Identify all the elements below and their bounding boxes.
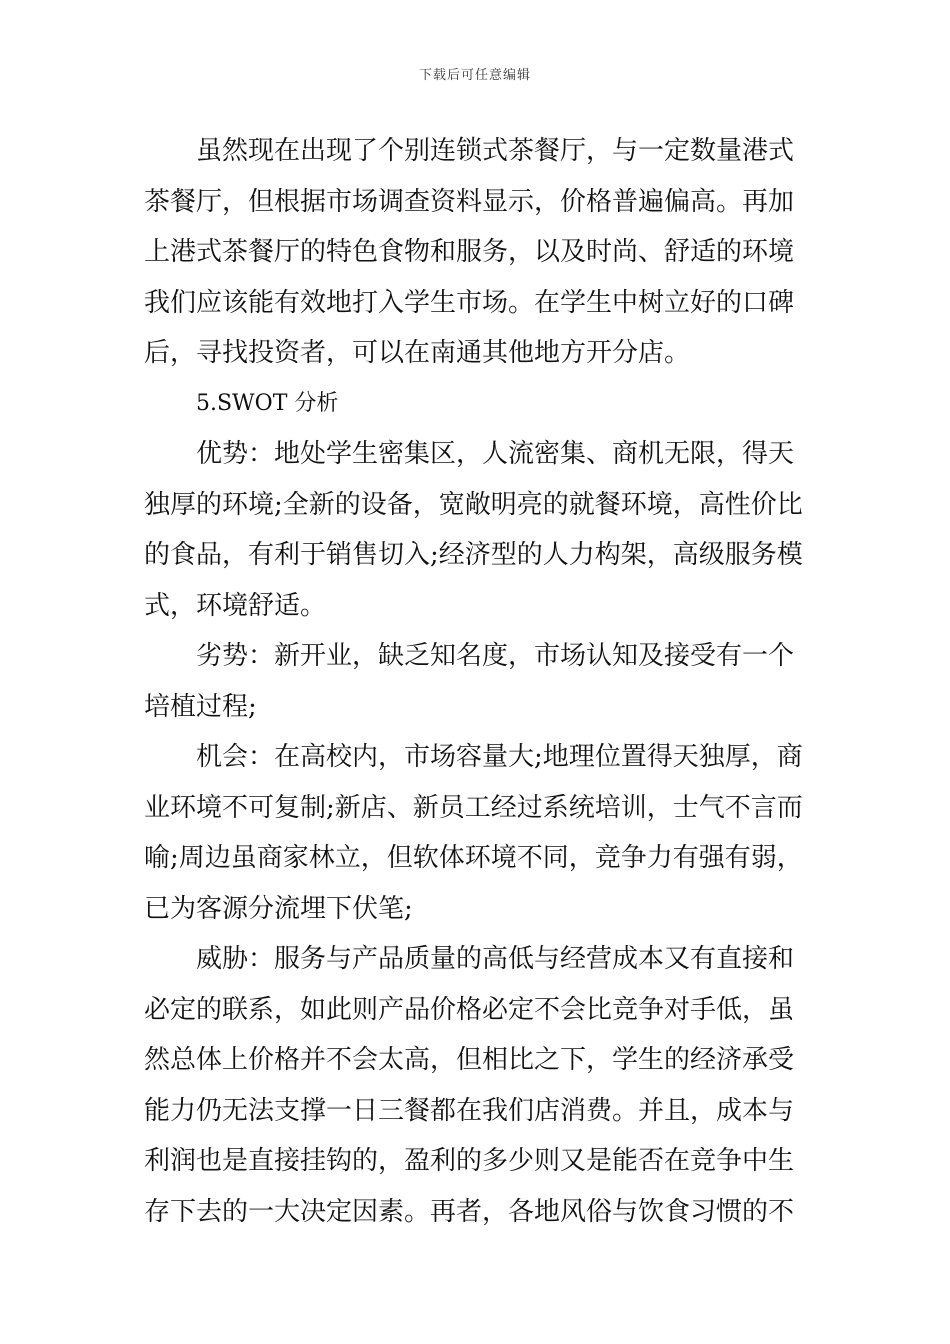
paragraph-line: 存下去的一大决定因素。再者，各地风俗与饮食习惯的不: [144, 1196, 795, 1227]
page-header: 下载后可任意编辑: [418, 68, 531, 83]
paragraph-line: 我们应该能有效地打入学生市场。在学生中树立好的口碑: [144, 287, 795, 318]
paragraph-line: 式，环境舒适。: [144, 590, 327, 621]
paragraph-line: 然总体上价格并不会太高，但相比之下，学生的经济承受: [144, 1045, 795, 1075]
paragraph-line: 威胁：服务与产品质量的高低与经营成本又有直接和: [196, 944, 795, 974]
paragraph-line: 能力仍无法支撑一日三餐都在我们店消费。并且，成本与: [144, 1095, 795, 1126]
paragraph-line: 的食品，有利于销售切入;经济型的人力构架，高级服务模: [144, 540, 803, 570]
paragraph-line: 独厚的环境;全新的设备，宽敞明亮的就餐环境，高性价比: [144, 489, 803, 520]
paragraph-line: 虽然现在出现了个别连锁式茶餐厅，与一定数量港式: [196, 136, 795, 166]
paragraph-line: 培植过程;: [144, 691, 257, 722]
paragraph-line: 已为客源分流埋下伏笔;: [144, 893, 413, 924]
paragraph-line: 优势：地处学生密集区，人流密集、商机无限，得天: [196, 439, 795, 469]
document-body: [144, 126, 806, 1237]
paragraph-line: 茶餐厅，但根据市场调查资料显示，价格普遍偏高。再加: [144, 186, 795, 217]
paragraph-line: 必定的联系，如此则产品价格必定不会比竞争对手低，虽: [144, 994, 795, 1025]
section-heading: 5.SWOT 分析: [196, 390, 339, 416]
paragraph-line: 业环境不可复制;新店、新员工经过系统培训，士气不言而: [144, 792, 803, 823]
paragraph-line: 上港式茶餐厅的特色食物和服务，以及时尚、舒适的环境: [144, 237, 795, 267]
paragraph-line: 后，寻找投资者，可以在南通其他地方开分店。: [144, 338, 691, 368]
paragraph-line: 劣势：新开业，缺乏知名度，市场认知及接受有一个: [196, 641, 795, 671]
paragraph-line: 利润也是直接挂钩的，盈利的多少则又是能否在竞争中生: [144, 1146, 795, 1176]
paragraph-line: 机会：在高校内，市场容量大;地理位置得天独厚，商: [196, 742, 803, 772]
paragraph-line: 喻;周边虽商家林立，但软体环境不同，竞争力有强有弱，: [144, 843, 803, 873]
